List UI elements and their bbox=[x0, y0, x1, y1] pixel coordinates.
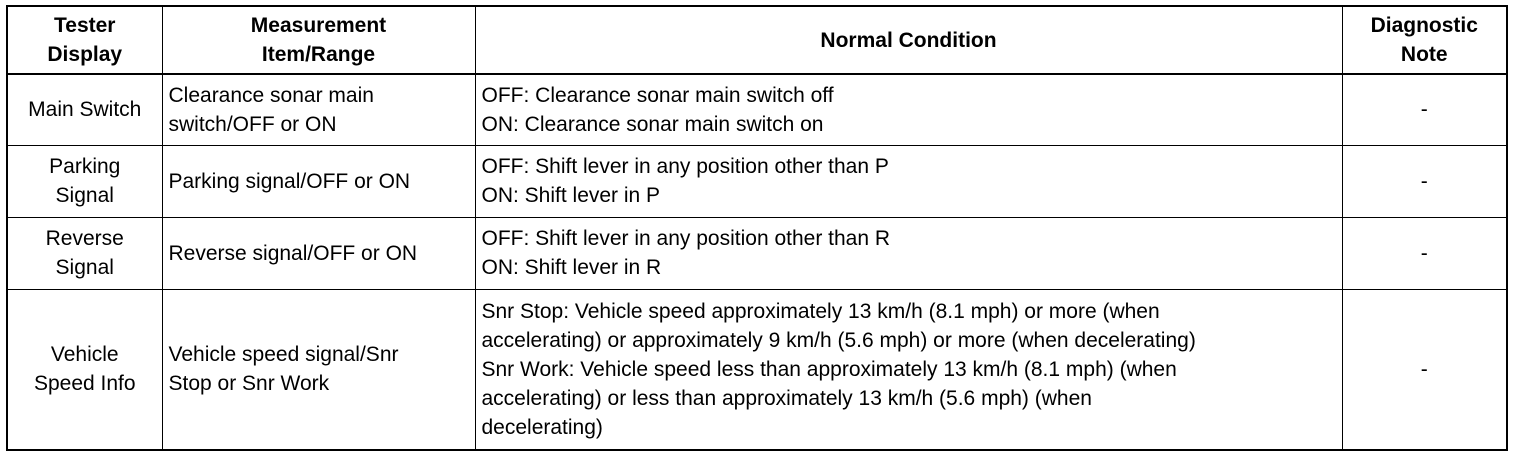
cell-measurement bbox=[162, 289, 475, 450]
spec-table-container bbox=[6, 5, 1506, 451]
cell-measurement bbox=[162, 217, 475, 289]
cell-tester-display bbox=[7, 145, 162, 217]
cell-tester-display bbox=[7, 217, 162, 289]
cell-line: decelerating) bbox=[481, 415, 603, 439]
cell-line: Speed Info bbox=[33, 372, 136, 396]
cell-normal-condition bbox=[475, 289, 1342, 450]
cell-line: OFF: Shift lever in any position other than P bbox=[481, 155, 889, 178]
table-row bbox=[7, 289, 1507, 450]
table-header-row bbox=[7, 6, 1507, 74]
header-line: Note bbox=[1400, 43, 1448, 66]
header-measurement bbox=[162, 6, 475, 74]
cell-line: Reverse signal/OFF or ON bbox=[168, 241, 418, 265]
cell-normal-condition bbox=[475, 145, 1342, 217]
cell-line: Vehicle speed signal/Snr bbox=[168, 343, 399, 367]
cell-line: switch/OFF or ON bbox=[168, 112, 337, 136]
data-list-table bbox=[6, 5, 1508, 451]
header-line: Diagnostic bbox=[1370, 14, 1478, 37]
cell-measurement bbox=[162, 74, 475, 145]
cell-normal-condition bbox=[475, 74, 1342, 145]
cell-normal-condition bbox=[475, 217, 1342, 289]
cell-diagnostic-note: - bbox=[1342, 145, 1507, 217]
cell-line: Reverse bbox=[45, 227, 124, 250]
cell-line: Snr Stop: Vehicle speed approximately 13 km/h (8.1 mph) or more (when bbox=[481, 299, 1160, 323]
cell-line: Main Switch bbox=[28, 98, 142, 122]
header-line: Display bbox=[47, 43, 123, 66]
cell-diagnostic-note: - bbox=[1342, 217, 1507, 289]
cell-line: accelerating) or approximately 9 km/h (5.6 mph) or more (when decelerating) bbox=[481, 328, 1196, 352]
table-row bbox=[7, 145, 1507, 217]
cell-line: ON: Shift lever in R bbox=[481, 256, 662, 279]
header-line: Tester bbox=[54, 14, 116, 37]
cell-diagnostic-note: - bbox=[1342, 74, 1507, 145]
header-line: Item/Range bbox=[261, 43, 376, 66]
cell-line: Parking bbox=[49, 155, 121, 178]
table-row bbox=[7, 74, 1507, 145]
cell-line: Signal bbox=[55, 184, 114, 207]
cell-line: Stop or Snr Work bbox=[168, 372, 330, 396]
cell-line: OFF: Shift lever in any position other than R bbox=[481, 227, 891, 250]
header-line: Measurement bbox=[250, 14, 387, 37]
cell-line: Snr Work: Vehicle speed less than approximately 13 km/h (8.1 mph) (when bbox=[481, 357, 1177, 381]
cell-line: OFF: Clearance sonar main switch off bbox=[481, 83, 834, 107]
cell-line: Clearance sonar main bbox=[168, 83, 374, 107]
header-line: Normal Condition bbox=[820, 28, 997, 52]
table-row bbox=[7, 217, 1507, 289]
header-normal-condition bbox=[475, 6, 1342, 74]
cell-line: Parking signal/OFF or ON bbox=[168, 169, 411, 193]
cell-line: accelerating) or less than approximately 13 km/h (5.6 mph) (when bbox=[481, 386, 1092, 410]
cell-line: ON: Shift lever in P bbox=[481, 184, 661, 207]
header-tester-display bbox=[7, 6, 162, 74]
cell-tester-display bbox=[7, 74, 162, 145]
cell-diagnostic-note: - bbox=[1342, 289, 1507, 450]
cell-line: ON: Clearance sonar main switch on bbox=[481, 112, 824, 136]
header-diagnostic-note bbox=[1342, 6, 1507, 74]
cell-line: Vehicle bbox=[50, 343, 119, 367]
cell-tester-display bbox=[7, 289, 162, 450]
cell-line: Signal bbox=[55, 256, 114, 279]
cell-measurement bbox=[162, 145, 475, 217]
